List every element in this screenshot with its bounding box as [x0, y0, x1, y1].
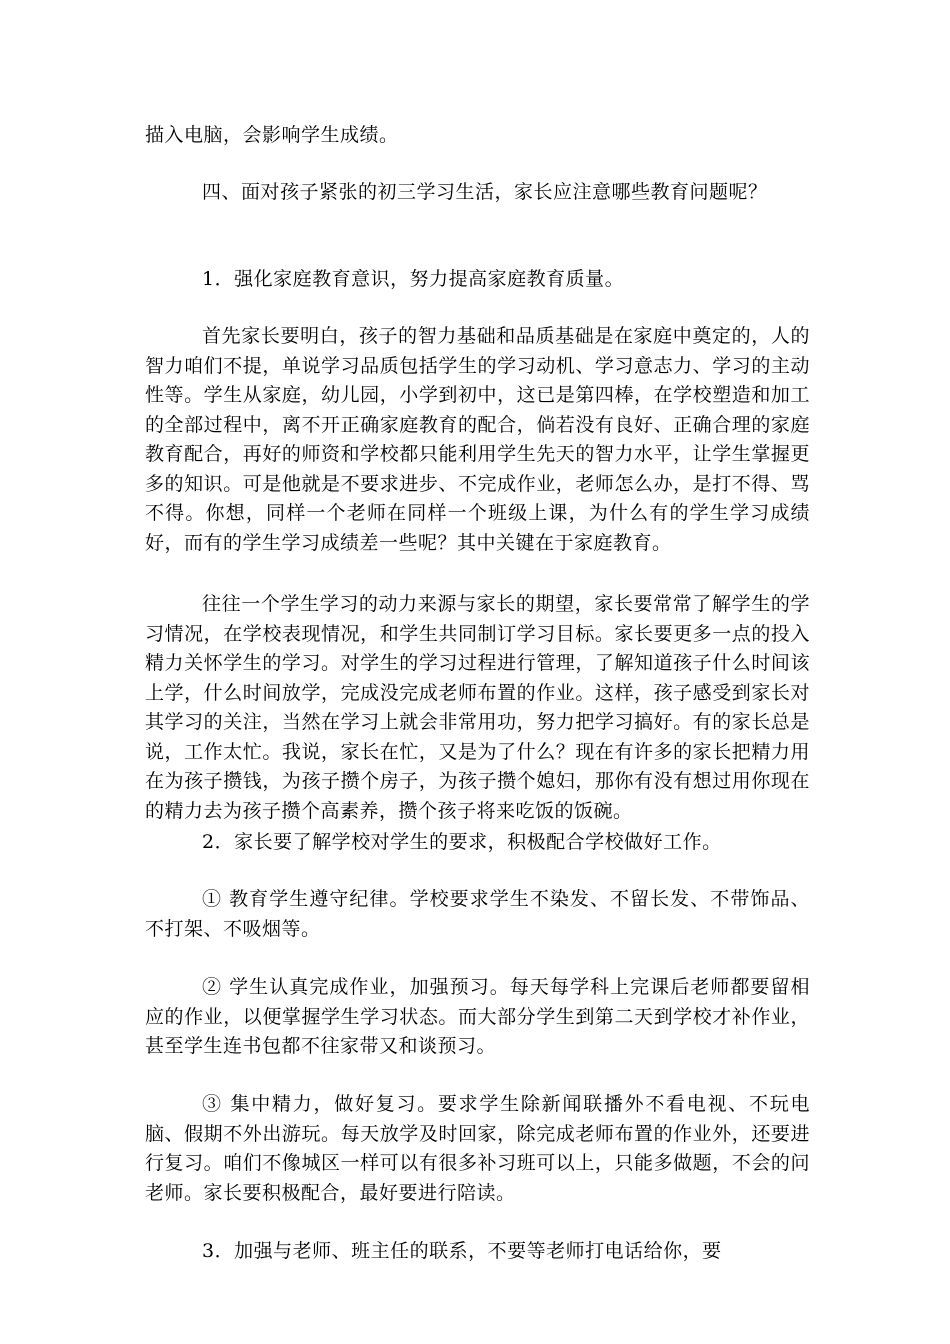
section-heading-four: 四、面对孩子紧张的初三学习生活，家长应注意哪些教育问题呢？ [202, 181, 768, 203]
subheading-1: 1．强化家庭教育意识，努力提高家庭教育质量。 [202, 268, 625, 290]
subheading-3: 3．加强与老师、班主任的联系，不要等老师打电话给你，要 [202, 1240, 722, 1262]
list-item-homework: ② 学生认真完成作业，加强预习。每天每学科上完课后老师都要留相应的作业，以便掌握学生学习状态。而大部分学生到第二天到学校才补作业，甚至学生连书包都不往家带又和谈预习。 [145, 976, 810, 1057]
list-item-discipline: ① 教育学生遵守纪律。学校要求学生不染发、不留长发、不带饰品、不打架、不吸烟等。 [145, 888, 810, 940]
paragraph-continuation: 描入电脑，会影响学生成绩。 [145, 124, 399, 146]
paragraph-family-education: 首先家长要明白，孩子的智力基础和品质基础是在家庭中奠定的，人的智力咱们不提，单说学习品质包括学生的学习动机、学习意志力、学习的主动性等。学生从家庭，幼儿园，小学到初中，这已是第四棒，在学校塑造和加工的全部过程中，离不开正确家庭教育的配合，倘若没有良好、正确合理的家庭教育配合，再好的师资和学校都只能利用学生先天的智力水平，让学生掌握更多的知识。可是他就是不要求进步、不完成作业，老师怎么办，是打不得、骂不得。你想，同样一个老师在同样一个班级上课，为什么有的学生学习成绩好，而有的学生学习成绩差一些呢？其中关键在于家庭教育。 [145, 325, 810, 554]
paragraph-parent-expectation: 往往一个学生学习的动力来源与家长的期望，家长要常常了解学生的学习情况，在学校表现情况，和学生共同制订学习目标。家长要更多一点的投入精力关怀学生的学习。对学生的学习过程进行管理，了解知道孩子什么时间该上学，什么时间放学，完成没完成老师布置的作业。这样，孩子感受到家长对其学习的关注，当然在学习上就会非常用功，努力把学习搞好。有的家长总是说，工作太忙。我说，家长在忙，又是为了什么？现在有许多的家长把精力用在为孩子攒钱，为孩子攒个房子，为孩子攒个媳妇，那你有没有想过用你现在的精力去为孩子攒个高素养，攒个孩子将来吃饭的饭碗。 [145, 593, 810, 822]
subheading-2: 2．家长要了解学校对学生的要求，积极配合学校做好工作。 [202, 831, 722, 853]
list-item-review: ③ 集中精力，做好复习。要求学生除新闻联播外不看电视、不玩电脑、假期不外出游玩。每天放学及时回家，除完成老师布置的作业外，还要进行复习。咱们不像城区一样可以有很多补习班可以上，只能多做题，不会的问老师。家长要积极配合，最好要进行陪读。 [145, 1093, 810, 1204]
